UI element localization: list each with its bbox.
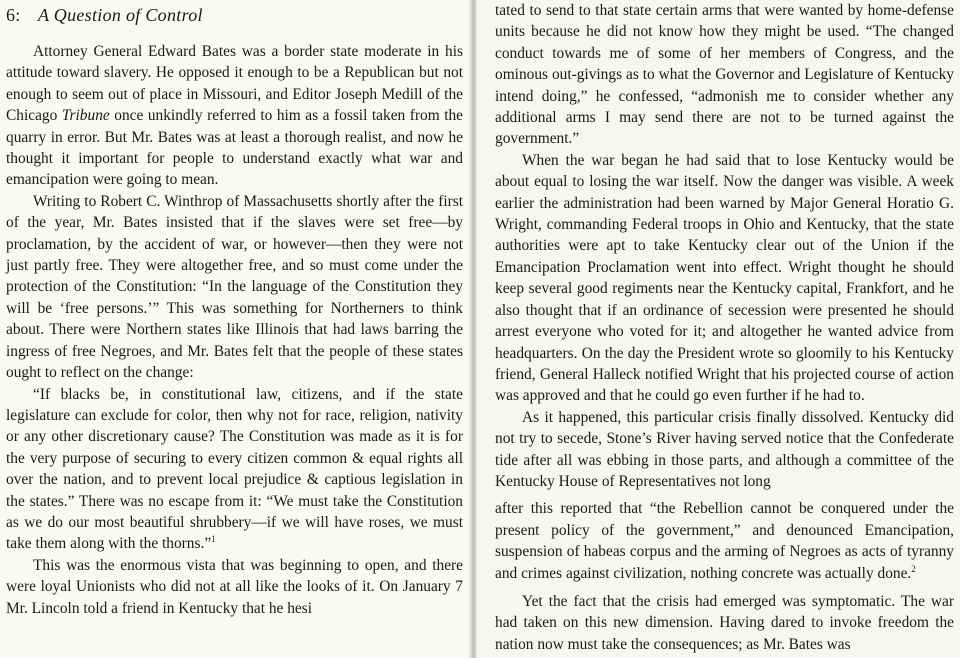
paragraph-crisis-dissolved: As it happened, this particular crisis finally dissolved. Kentucky did not try to secede, Stone’s River having served notice that the Confederate tide after all was ebbing in those parts, and although a committee of the Kentucky House of Representatives not long — [495, 408, 954, 490]
chapter-title: A Question of Control — [38, 5, 203, 25]
paragraph-kentucky-arms: tated to send to that state certain arms that were wanted by home-defense units because he did not know how they might be used. “The changed conduct towards me of some of her members of Congress, and the ominous out-givings as to what the Governor and Legislature of Kentucky intend doing,” he confessed, “admonish me to consider whether any additional arms I may send there are not to be turned against the government.” — [495, 2, 954, 148]
running-head — [6, 3, 463, 27]
right-page — [477, 0, 960, 658]
paragraph-bates-quote: “If blacks be, in constitutional law, citizens, and if the state legislature can exclude for color, then why not for race, religion, nativity or any other discretionary cause? The Constitution was made as it is for the very purpose of securing to every citizen common & equal rights all over the nation, and to prevent local prejudice & captious legislation in the states.” There was no escape from it: “We must take the Constitution as we do our most beautiful shrubbery—if we will have roses, we must take them along with the thorns.”$^1$ — [6, 385, 463, 553]
book-gutter — [469, 0, 477, 658]
footnote-marker: 2 — [911, 563, 916, 574]
paragraph-crisis-continued: after this reported that “the Rebellion cannot be conquered under the present policy of the government,” and denounced Emancipation, suspension of habeas corpus and the arming of Negroes as acts of tyranny and crimes against civilization, nothing concrete was actually done.$^2$ — [495, 500, 954, 582]
paragraph-symptomatic: Yet the fact that the crisis had emerged was symptomatic. The war had taken on this new dimension. Having dared to invoke freedom the nation now must take the consequences; as Mr. Bates was — [495, 592, 954, 653]
newspaper-name: Tribune — [61, 107, 110, 125]
footnote-marker: 1 — [211, 534, 216, 545]
left-body-text — [6, 41, 463, 619]
paragraph-wright-warning: When the war began he had said that to lose Kentucky would be about equal to losing the war itself. Now the danger was visible. A week earlier the administration had been warned by Major General Horatio G. Wright, commanding Federal troops in Ohio and Kentucky, that the state authorities were apt to take Kentucky clear out of the Union if the Emancipation Proclamation went into effect. Wright thought he should keep several good regiments near the Kentucky capital, Frankfort, and he also thought that if an ordinance of secession were presented he should arrest everyone who voted for it; and altogether he wanted advice from headquarters. On the day the President wrote so gloomily to his Kentucky friend, General Halleck notified Wright that his projected course of action was approved and that he could go even further if he had to. — [495, 151, 954, 405]
paragraph-bates-intro: Attorney General Edward Bates was a border state moderate in his attitude toward slavery. He opposed it enough to be a Republican but not enough to seem out of place in Missouri, and Editor Joseph Medill of the Chicago Tribune once unkindly referred to him as a fossil taken from the quarry in error. But Mr. Bates was at least a thorough realist, and now he thought it important for people to understand exactly what war and emancipation were going to mean. — [6, 43, 463, 189]
page-number: 6: — [6, 5, 21, 25]
right-body-text — [495, 0, 954, 655]
left-page — [0, 0, 469, 658]
paragraph-enormous-vista: This was the enormous vista that was beginning to open, and there were loyal Unionists who did not at all like the looks of it. On January 7 Mr. Lincoln told a friend in Kentucky that he hesi — [6, 556, 463, 617]
paragraph-winthrop-letter: Writing to Robert C. Winthrop of Massachusetts shortly after the first of the year, Mr. Bates insisted that if the slaves were set free—by proclamation, by the accident of war, or however—then they were not just partly free. They were altogether free, and so must come under the protection of the Constitution: “In the language of the Constitution they will be ‘free persons.’” This was something for Northerners to think about. There were Northern states like Illinois that had laws barring the ingress of free Negroes, and Mr. Bates felt that the people of these states ought to reflect on the change: — [6, 192, 463, 382]
